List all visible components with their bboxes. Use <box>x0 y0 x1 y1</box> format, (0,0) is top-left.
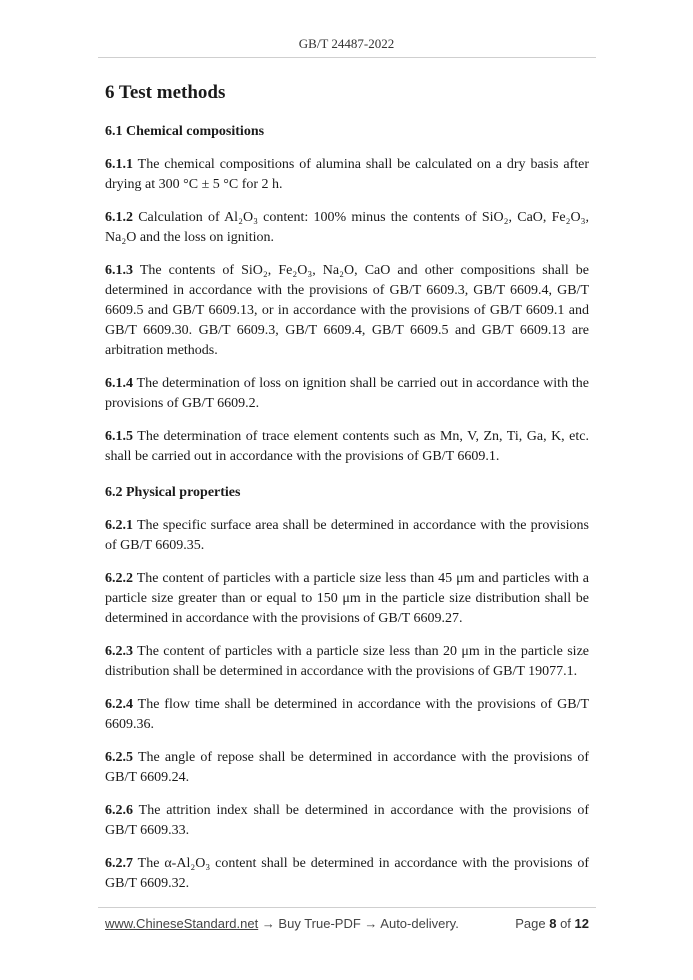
clause-text: The content of particles with a particle size less than 45 μm and particles with a particle size greater than or equal to 150 μm in the particle size distribution shall be determined in accordance with the provisions of GB/T 6609.27. <box>105 571 590 626</box>
clause-number: 6.2.2 <box>105 571 133 586</box>
clause-number: 6.2.6 <box>105 803 133 818</box>
of-label: of <box>560 916 571 931</box>
site-link[interactable]: www.ChineseStandard.net <box>105 916 259 931</box>
clause-6-1-2 <box>105 208 589 248</box>
clause-text: The attrition index shall be determined in accordance with the provisions of GB/T 6609.33. <box>105 803 590 838</box>
clause-6-1-5 <box>105 427 589 467</box>
page-body <box>105 80 589 894</box>
clause-number: 6.1.2 <box>105 210 133 225</box>
page-label: Page <box>515 916 546 931</box>
clause-text: The determination of trace element contents such as Mn, V, Zn, Ti, Ga, K, etc. shall be carried out in accordance with the provisions of GB/T 6609.1. <box>105 429 590 464</box>
clause-text: The chemical compositions of alumina shall be calculated on a dry basis after drying at 300 °C ± 5 °C for 2 h. <box>105 157 589 192</box>
clause-text: The flow time shall be determined in accordance with the provisions of GB/T 6609.36. <box>105 697 589 732</box>
clause-6-2-4 <box>105 695 589 735</box>
clause-6-2-7 <box>105 854 589 894</box>
clause-text: The specific surface area shall be determined in accordance with the provisions of GB/T 6609.35. <box>105 518 589 553</box>
page-counter <box>515 916 589 931</box>
header-divider <box>98 57 596 58</box>
subsection-heading-6-2: 6.2 Physical properties <box>105 485 241 500</box>
clause-text: The contents of SiO₂, Fe₂O₃, Na₂O, CaO and other compositions shall be determined in accordance with the provisions of GB/T 6609.3, GB/T 6609.4, GB/T 6609.5 and GB/T 6609.13, or in accordance with the provisions of GB/T 6609.1 and GB/T 6609.30. GB/T 6609.3, GB/T 6609.4, GB/T 6609.5 and GB/T 6609.13 are arbitration methods. <box>105 263 590 358</box>
clause-number: 6.2.3 <box>105 644 133 659</box>
clause-6-1-3 <box>105 261 589 361</box>
clause-text: The determination of loss on ignition shall be carried out in accordance with the provisions of GB/T 6609.2. <box>105 376 589 411</box>
clause-text: The angle of repose shall be determined in accordance with the provisions of GB/T 6609.24. <box>105 750 590 785</box>
clause-text: Calculation of Al₂O₃ content: 100% minus the contents of SiO₂, CaO, Fe₂O₃, Na₂O and the loss on ignition. <box>105 210 589 245</box>
clause-number: 6.2.5 <box>105 750 133 765</box>
footer-tagline: → Buy True-PDF → Auto-delivery. <box>258 916 459 931</box>
clause-text: The α-Al₂O₃ content shall be determined in accordance with the provisions of GB/T 6609.32. <box>105 856 589 891</box>
clause-6-2-6 <box>105 801 589 841</box>
clause-number: 6.1.3 <box>105 263 133 278</box>
clause-number: 6.1.5 <box>105 429 133 444</box>
clause-6-2-2 <box>105 569 589 629</box>
clause-number: 6.1.1 <box>105 157 133 172</box>
page-number: 8 <box>549 916 557 931</box>
footer-promo <box>105 916 459 931</box>
clause-6-2-1 <box>105 516 589 556</box>
clause-number: 6.1.4 <box>105 376 133 391</box>
clause-6-1-4 <box>105 374 589 414</box>
clause-6-2-3 <box>105 642 589 682</box>
clause-number: 6.2.1 <box>105 518 133 533</box>
clause-text: The content of particles with a particle size less than 20 μm in the particle size distribution shall be determined in accordance with the provisions of GB/T 19077.1. <box>105 644 589 679</box>
subsection-heading-6-1: 6.1 Chemical compositions <box>105 124 265 139</box>
running-header: GB/T 24487-2022 <box>298 36 395 51</box>
footer-divider <box>98 907 596 908</box>
section-heading: 6 Test methods <box>105 82 226 103</box>
clause-6-2-5 <box>105 748 589 788</box>
clause-number: 6.2.7 <box>105 856 133 871</box>
clause-6-1-1 <box>105 155 589 195</box>
clause-number: 6.2.4 <box>105 697 133 712</box>
page-total: 12 <box>574 916 589 931</box>
